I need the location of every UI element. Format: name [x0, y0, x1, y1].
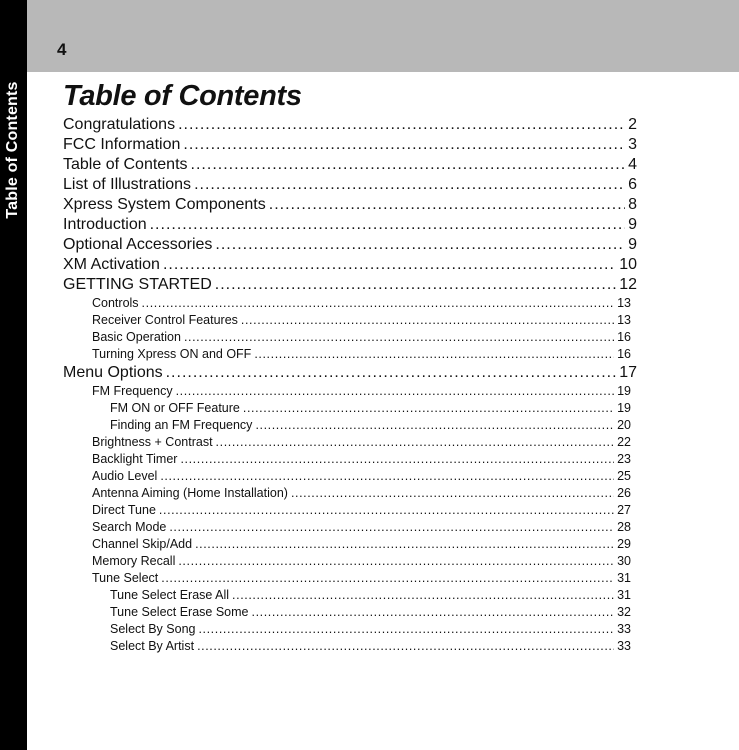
toc-entry[interactable] [63, 485, 631, 502]
toc-entry-label: Select By Artist [110, 639, 195, 653]
toc-entry[interactable] [63, 215, 637, 235]
toc-entry-page: 13 [617, 313, 631, 327]
toc-entry-label: FM ON or OFF Feature [110, 401, 240, 415]
toc-entry-label: Backlight Timer [92, 452, 178, 466]
toc-entry-page: 17 [619, 364, 637, 381]
side-tab [0, 0, 27, 750]
toc-entry-label: Select By Song [110, 622, 196, 636]
toc-entry[interactable] [63, 570, 631, 587]
dot-leader [160, 468, 614, 485]
toc-entry-page: 4 [628, 156, 637, 173]
toc-entry[interactable] [63, 255, 637, 275]
toc-entry[interactable] [63, 175, 637, 195]
toc-entry-page: 12 [619, 276, 637, 293]
toc-entry[interactable] [63, 312, 631, 329]
dot-leader [178, 115, 625, 135]
side-tab-label: Table of Contents [4, 81, 21, 219]
dot-leader [254, 346, 614, 363]
toc-entry-label: Audio Level [92, 469, 158, 483]
page-number: 4 [57, 40, 67, 59]
dot-leader [215, 275, 616, 295]
toc-entry[interactable] [63, 604, 631, 621]
dot-leader [161, 570, 614, 587]
toc-entry-page: 8 [628, 196, 637, 213]
toc-entry[interactable] [63, 235, 637, 255]
toc-entry-label: FM Frequency [92, 384, 173, 398]
toc-entry[interactable] [63, 115, 637, 135]
toc-entry[interactable] [63, 346, 631, 363]
dot-leader [195, 536, 614, 553]
toc-entry-page: 10 [619, 256, 637, 273]
toc-entry-label: Tune Select [92, 571, 159, 585]
dot-leader [241, 312, 614, 329]
toc-entry[interactable] [63, 417, 631, 434]
dot-leader [243, 400, 614, 417]
toc-entry-label: Antenna Aiming (Home Installation) [92, 486, 288, 500]
dot-leader [291, 485, 614, 502]
toc-entry[interactable] [63, 502, 631, 519]
toc-entry-label: Controls [92, 296, 139, 310]
toc-entry[interactable] [63, 553, 631, 570]
dot-leader [232, 587, 614, 604]
dot-leader [194, 175, 625, 195]
toc-entry-label: Tune Select Erase Some [110, 605, 249, 619]
toc-entry-page: 19 [617, 401, 631, 415]
toc-entry-page: 16 [617, 330, 631, 344]
toc-entry-page: 22 [617, 435, 631, 449]
toc-entry-label: List of Illustrations [63, 176, 192, 193]
toc-entry-label: Turning Xpress ON and OFF [92, 347, 252, 361]
dot-leader [197, 638, 614, 655]
toc-entry-label: Congratulations [63, 116, 176, 133]
toc-entry-page: 31 [617, 588, 631, 602]
toc-entry-page: 33 [617, 639, 631, 653]
toc-entry[interactable] [63, 587, 631, 604]
toc-entry[interactable] [63, 329, 631, 346]
toc-entry-page: 28 [617, 520, 631, 534]
dot-leader [176, 383, 615, 400]
dot-leader [150, 215, 625, 235]
toc-entry-page: 27 [617, 503, 631, 517]
dot-leader [191, 155, 626, 175]
toc-entry[interactable] [63, 451, 631, 468]
toc-entry-page: 6 [628, 176, 637, 193]
dot-leader [142, 295, 615, 312]
dot-leader [166, 363, 617, 383]
dot-leader [183, 135, 625, 155]
dot-leader [178, 553, 614, 570]
dot-leader [215, 235, 625, 255]
toc-entry-label: Search Mode [92, 520, 167, 534]
toc-entry-label: Memory Recall [92, 554, 176, 568]
dot-leader [269, 195, 625, 215]
toc-entry-label: Channel Skip/Add [92, 537, 193, 551]
toc-list [63, 115, 637, 655]
header-band [27, 0, 739, 72]
toc-entry-label: Menu Options [63, 364, 163, 381]
dot-leader [159, 502, 614, 519]
toc-entry[interactable] [63, 638, 631, 655]
toc-entry-label: Finding an FM Frequency [110, 418, 253, 432]
toc-entry[interactable] [63, 195, 637, 215]
dot-leader [169, 519, 614, 536]
toc-entry-page: 33 [617, 622, 631, 636]
toc-entry[interactable] [63, 155, 637, 175]
toc-entry-label: Optional Accessories [63, 236, 213, 253]
toc-entry-label: Xpress System Components [63, 196, 266, 213]
toc-entry-page: 29 [617, 537, 631, 551]
toc-entry[interactable] [63, 536, 631, 553]
toc-entry-page: 16 [617, 347, 631, 361]
toc-entry-page: 31 [617, 571, 631, 585]
toc-entry-page: 13 [617, 296, 631, 310]
toc-entry[interactable] [63, 519, 631, 536]
toc-entry-label: Direct Tune [92, 503, 156, 517]
toc-entry-label: Brightness + Contrast [92, 435, 213, 449]
dot-leader [216, 434, 615, 451]
dot-leader [180, 451, 614, 468]
toc-entry-page: 3 [628, 136, 637, 153]
toc-entry-label: Tune Select Erase All [110, 588, 230, 602]
dot-leader [163, 255, 616, 275]
toc-entry-page: 32 [617, 605, 631, 619]
toc-entry-page: 9 [628, 216, 637, 233]
toc-entry[interactable] [63, 135, 637, 155]
toc-entry-page: 26 [617, 486, 631, 500]
toc-entry-page: 9 [628, 236, 637, 253]
toc-entry-label: GETTING STARTED [63, 276, 212, 293]
toc-entry[interactable] [63, 295, 631, 312]
toc-entry-page: 19 [617, 384, 631, 398]
toc-entry[interactable] [63, 363, 637, 383]
dot-leader [252, 604, 615, 621]
toc-entry[interactable] [63, 621, 631, 638]
toc-entry-label: Table of Contents [63, 156, 188, 173]
toc-entry-label: Receiver Control Features [92, 313, 238, 327]
toc-entry[interactable] [63, 468, 631, 485]
dot-leader [184, 329, 614, 346]
toc-entry-label: Introduction [63, 216, 147, 233]
toc-entry[interactable] [63, 400, 631, 417]
toc-entry-page: 20 [617, 418, 631, 432]
toc-entry-label: FCC Information [63, 136, 181, 153]
dot-leader [255, 417, 614, 434]
page-title: Table of Contents [63, 80, 302, 112]
toc-entry-label: XM Activation [63, 256, 160, 273]
toc-entry[interactable] [63, 383, 631, 400]
toc-entry-page: 23 [617, 452, 631, 466]
dot-leader [198, 621, 614, 638]
toc-entry-page: 30 [617, 554, 631, 568]
toc-entry[interactable] [63, 275, 637, 295]
toc-entry-page: 25 [617, 469, 631, 483]
toc-entry-page: 2 [628, 116, 637, 133]
toc-entry-label: Basic Operation [92, 330, 181, 344]
toc-entry[interactable] [63, 434, 631, 451]
